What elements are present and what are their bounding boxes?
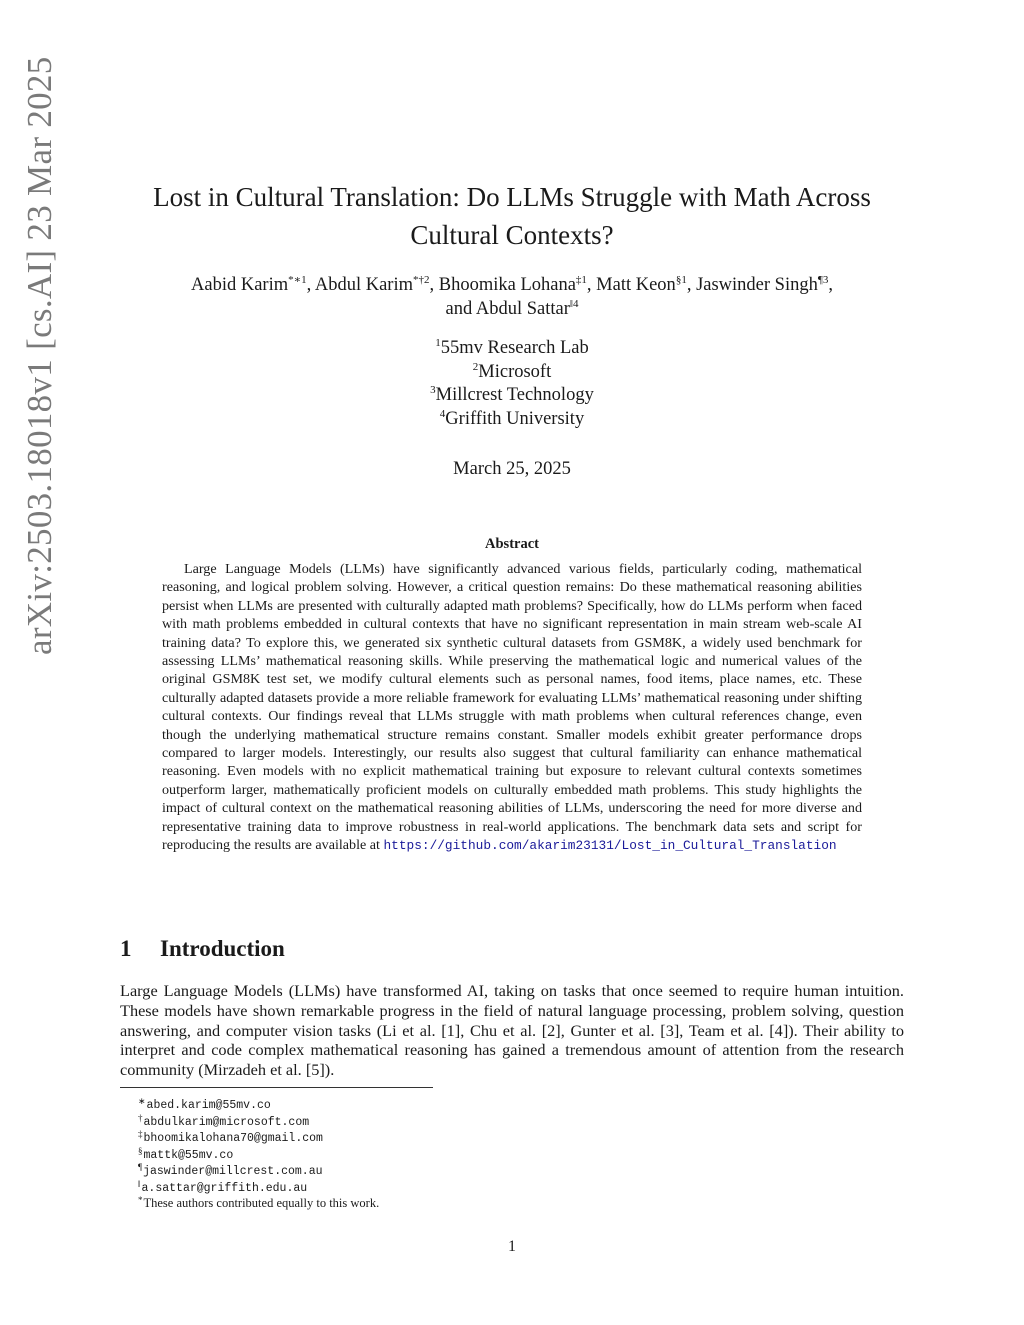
footnote-note: These authors contributed equally to this work. bbox=[143, 1196, 380, 1210]
page-number: 1 bbox=[508, 1238, 516, 1255]
affiliation: $^2$Microsoft bbox=[472, 360, 552, 382]
footnote: *These authors contributed equally to this work. bbox=[138, 1195, 380, 1210]
footnote-email[interactable]: bhoomikalohana70@gmail.com bbox=[143, 1132, 323, 1145]
author: Aabid Karim$^{*∗1}$, bbox=[191, 273, 315, 295]
affiliation: $^3$Millcrest Technology bbox=[430, 383, 594, 405]
author: Bhoomika Lohana$^{\ddagger 1}$, bbox=[438, 273, 597, 295]
abstract-text bbox=[162, 560, 862, 856]
section-number: 1 bbox=[120, 936, 132, 961]
footnote-email[interactable]: abdulkarim@microsoft.com bbox=[143, 1115, 310, 1129]
footnote-email[interactable]: mattk@55mv.co bbox=[143, 1148, 234, 1162]
author: and Abdul Sattar$^{‖4}$ bbox=[445, 297, 579, 319]
section-heading bbox=[120, 936, 285, 962]
author: Jaswinder Singh$^{\P 3}$, bbox=[696, 273, 833, 295]
footnote-divider bbox=[120, 1087, 433, 1088]
footnote: ∗abed.karim@55mv.co bbox=[138, 1096, 271, 1112]
paper-title: Lost in Cultural Translation: Do LLMs Struggle with Math Across Cultural Contexts? bbox=[153, 182, 871, 250]
footnote: ‡bhoomikalohana70@gmail.com bbox=[138, 1129, 323, 1145]
publication-date: March 25, 2025 bbox=[453, 459, 571, 479]
footnote: ¶jaswinder@millcrest.com.au bbox=[138, 1162, 323, 1178]
footnote: ‖a.sattar@griffith.edu.au bbox=[138, 1178, 308, 1195]
affiliation: $^1$55mv Research Lab bbox=[435, 336, 589, 358]
footnote-email[interactable]: abed.karim@55mv.co bbox=[146, 1099, 271, 1112]
abstract-paragraph: Large Language Models (LLMs) have significantly advanced various fields, particularly coding, mathematical reasoning, and logical problem solving. However, a critical question remains: Do these mathematical reasoning abilities persist when LLMs are presented with culturally adapted math problems? Specifically, how do LLMs perform when faced with math problems embedded in cultural contexts that have no significant representation in main stream web-scale AI training data? To explore this, we generated six synthetic cultural datasets from GSM8K, a widely used benchmark for assessing LLMs’ mathematical reasoning skills. While preserving the mathematical logic and numerical values of the original GSM8K test set, we modify cultural elements such as personal names, food items, place names, etc. These culturally adapted datasets provide a more reliable framework for evaluating LLMs’ mathematical reasoning under shifting cultural contexts. Our findings reveal that LLMs struggle with math problems when cultural references change, even though the underlying mathematical structure remains constant. Smaller models exhibit greater performance drops compared to larger models. Interestingly, our results also suggest that cultural familiarity can enhance mathematical reasoning. Even models with no explicit mathematical training but exposure to relevant cultural contexts sometimes outperform larger, mathematically proficient models on culturally embedded math problems. This study highlights the impact of cultural context on the mathematical reasoning abilities of LLMs, underscoring the need for more diverse and representative training data to improve robustness in real-world applications. The benchmark data sets and script for reproducing the results are available at bbox=[162, 561, 862, 854]
footnote: †abdulkarim@microsoft.com bbox=[138, 1112, 310, 1129]
arxiv-identifier-stamp: arXiv:2503.18018v1 [cs.AI] 23 Mar 2025 bbox=[20, 56, 59, 655]
footnote: §mattk@55mv.co bbox=[138, 1145, 234, 1162]
abstract-heading: Abstract bbox=[485, 536, 539, 552]
github-repo-link[interactable]: https://github.com/akarim23131/Lost_in_Cultural_Translation bbox=[383, 838, 837, 854]
author: Abdul Karim$^{*\dagger 2}$, bbox=[314, 273, 439, 295]
footnote-email[interactable]: a.sattar@griffith.edu.au bbox=[141, 1181, 308, 1195]
affiliation-list bbox=[110, 337, 914, 431]
footnote-email[interactable]: jaswinder@millcrest.com.au bbox=[143, 1165, 323, 1178]
affiliation: $^4$Griffith University bbox=[439, 407, 585, 429]
introduction-paragraph: Large Language Models (LLMs) have transformed AI, taking on tasks that once seemed to require human intuition. These models have shown remarkable progress in the field of natural language processing, problem solving, question answering, and computer vision tasks (Li et al. [1], Chu et al. [2], Gunter et al. [3], Team et al. [4]). Their ability to interpret and code complex mathematical reasoning has gained a tremendous amount of attention from the research community (Mirzadeh et al. [5]). bbox=[120, 981, 904, 1080]
footnote-list bbox=[138, 1093, 838, 1209]
section-title: Introduction bbox=[160, 936, 285, 961]
author: Matt Keon$^{\S 1}$, bbox=[596, 273, 697, 295]
author-list bbox=[110, 273, 914, 321]
